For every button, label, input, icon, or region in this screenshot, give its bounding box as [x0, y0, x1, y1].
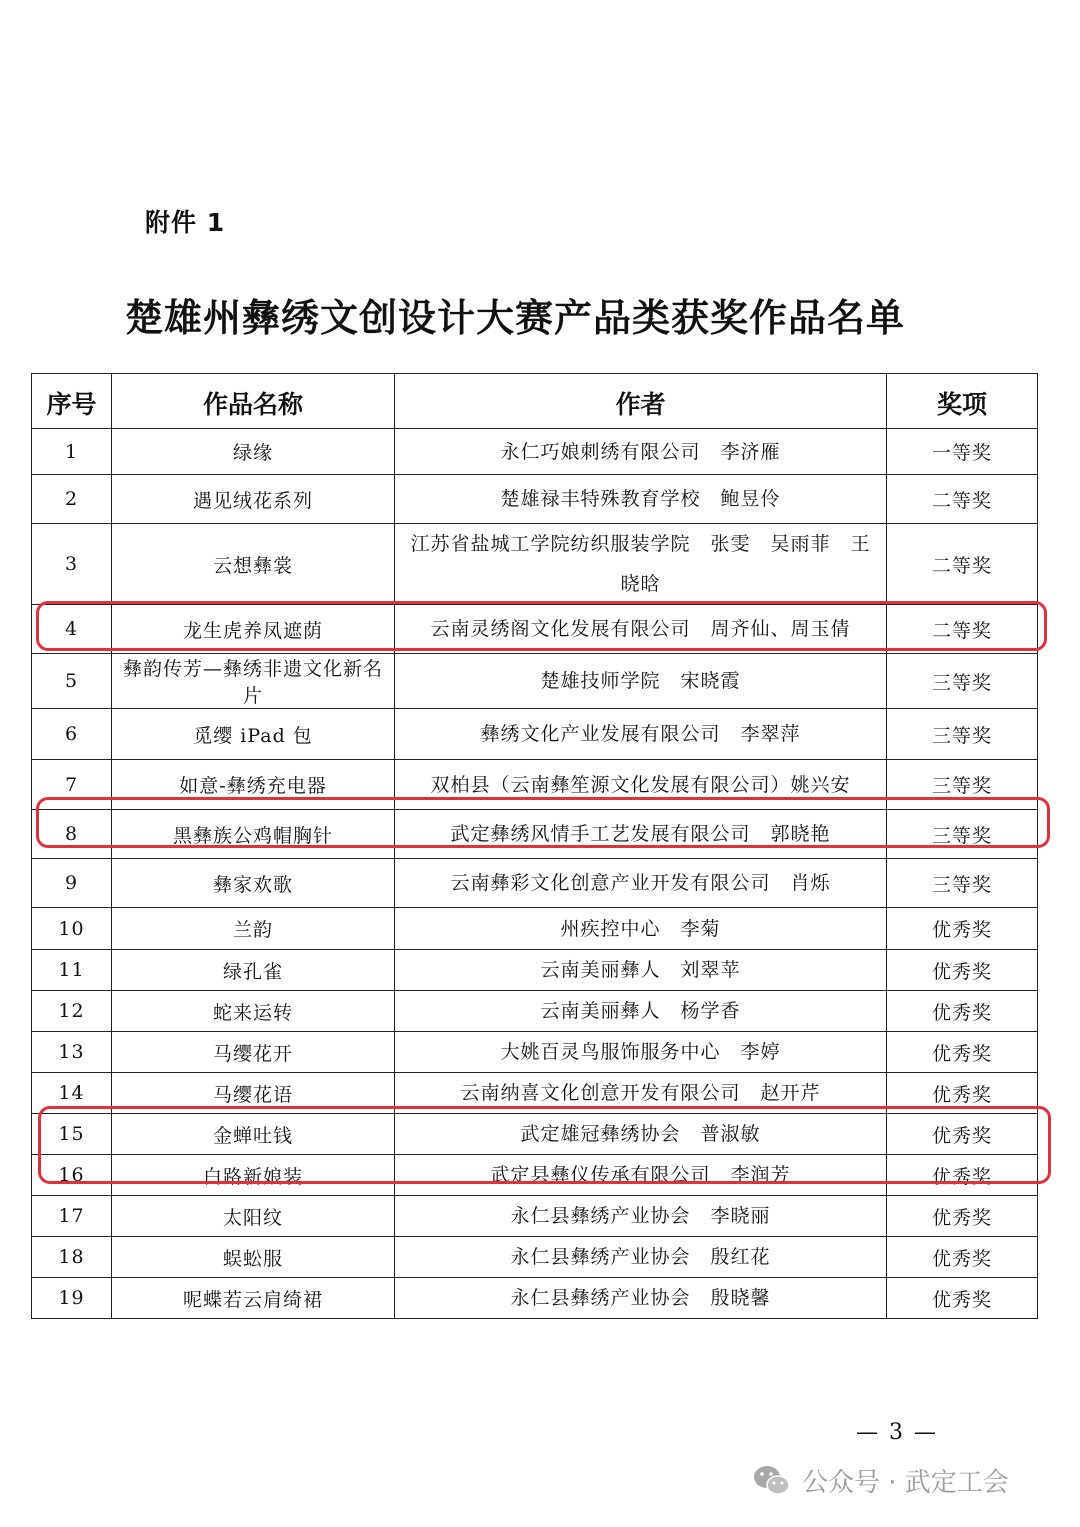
cell-number: 17	[32, 1196, 112, 1237]
cell-number: 19	[32, 1278, 112, 1319]
table-row	[32, 524, 1038, 605]
table-row	[32, 1278, 1038, 1319]
cell-work-name: 白路新娘装	[112, 1155, 395, 1196]
cell-author: 江苏省盐城工学院纺织服装学院 张雯 吴雨菲 王晓晗	[395, 524, 887, 605]
cell-award: 优秀奖	[887, 1196, 1038, 1237]
cell-author: 云南美丽彝人 刘翠苹	[395, 950, 887, 991]
document-title	[0, 287, 1080, 342]
table-header-row	[32, 374, 1038, 429]
cell-work-name: 蛇来运转	[112, 991, 395, 1032]
table-row	[32, 859, 1038, 908]
cell-author: 武定雄冠彝绣协会 普淑敏	[395, 1114, 887, 1155]
cell-number: 11	[32, 950, 112, 991]
table-row	[32, 1237, 1038, 1278]
table-row	[32, 908, 1038, 950]
table-row	[32, 760, 1038, 810]
cell-number: 4	[32, 605, 112, 654]
document-title-text: 楚雄州彝绣文创设计大赛产品类获奖作品名单	[124, 295, 905, 340]
cell-number: 13	[32, 1032, 112, 1073]
watermark-text: 公众号 · 武定工会	[802, 1468, 1009, 1498]
wechat-icon	[752, 1464, 792, 1498]
cell-award: 三等奖	[887, 654, 1038, 709]
cell-work-name: 黑彝族公鸡帽胸针	[112, 810, 395, 859]
column-header-author: 作者	[395, 374, 887, 429]
cell-work-name: 蜈蚣服	[112, 1237, 395, 1278]
cell-award: 三等奖	[887, 859, 1038, 908]
cell-number: 14	[32, 1073, 112, 1114]
cell-number: 9	[32, 859, 112, 908]
cell-award: 优秀奖	[887, 1278, 1038, 1319]
cell-work-name: 太阳纹	[112, 1196, 395, 1237]
table-row	[32, 1196, 1038, 1237]
cell-author: 彝绣文化产业发展有限公司 李翠萍	[395, 709, 887, 760]
awards-table	[31, 373, 1038, 1319]
cell-author: 云南灵绣阁文化发展有限公司 周齐仙、周玉倩	[395, 605, 887, 654]
cell-award: 优秀奖	[887, 991, 1038, 1032]
cell-number: 6	[32, 709, 112, 760]
cell-author: 永仁县彝绣产业协会 殷晓馨	[395, 1278, 887, 1319]
cell-award: 优秀奖	[887, 1237, 1038, 1278]
cell-number: 3	[32, 524, 112, 605]
table-row	[32, 429, 1038, 475]
cell-number: 18	[32, 1237, 112, 1278]
cell-author: 武定县彝仪传承有限公司 李润芳	[395, 1155, 887, 1196]
cell-work-name: 如意-彝绣充电器	[112, 760, 395, 810]
table-row	[32, 654, 1038, 709]
cell-award: 优秀奖	[887, 1155, 1038, 1196]
cell-author: 永仁巧娘刺绣有限公司 李济雁	[395, 429, 887, 475]
cell-award: 二等奖	[887, 605, 1038, 654]
cell-award: 二等奖	[887, 524, 1038, 605]
cell-number: 10	[32, 908, 112, 950]
cell-author: 云南美丽彝人 杨学香	[395, 991, 887, 1032]
table-row	[32, 475, 1038, 524]
cell-author: 楚雄技师学院 宋晓霞	[395, 654, 887, 709]
cell-author: 云南彝彩文化创意产业开发有限公司 肖烁	[395, 859, 887, 908]
cell-author: 云南纳喜文化创意开发有限公司 赵开芹	[395, 1073, 887, 1114]
cell-award: 优秀奖	[887, 950, 1038, 991]
watermark	[752, 1462, 1009, 1499]
cell-award: 一等奖	[887, 429, 1038, 475]
table-body	[32, 429, 1038, 1319]
cell-number: 8	[32, 810, 112, 859]
cell-author: 武定彝绣风情手工艺发展有限公司 郭晓艳	[395, 810, 887, 859]
cell-award: 优秀奖	[887, 1032, 1038, 1073]
cell-work-name: 觅缨 iPad 包	[112, 709, 395, 760]
table-row	[32, 1155, 1038, 1196]
cell-author: 楚雄禄丰特殊教育学校 鲍昱伶	[395, 475, 887, 524]
cell-award: 三等奖	[887, 810, 1038, 859]
cell-award: 优秀奖	[887, 1114, 1038, 1155]
cell-number: 15	[32, 1114, 112, 1155]
column-header-work-name: 作品名称	[112, 374, 395, 429]
cell-work-name: 云想彝裳	[112, 524, 395, 605]
table-row	[32, 991, 1038, 1032]
cell-work-name: 彝韵传芳—彝绣非遗文化新名片	[112, 654, 395, 709]
table-row	[32, 709, 1038, 760]
cell-author: 永仁县彝绣产业协会 李晓丽	[395, 1196, 887, 1237]
cell-number: 16	[32, 1155, 112, 1196]
cell-award: 优秀奖	[887, 1073, 1038, 1114]
cell-number: 2	[32, 475, 112, 524]
cell-award: 三等奖	[887, 709, 1038, 760]
cell-work-name: 绿缘	[112, 429, 395, 475]
cell-work-name: 遇见绒花系列	[112, 475, 395, 524]
table-row	[32, 1032, 1038, 1073]
cell-author: 双柏县（云南彝笙源文化发展有限公司）姚兴安	[395, 760, 887, 810]
cell-number: 1	[32, 429, 112, 475]
cell-author: 永仁县彝绣产业协会 殷红花	[395, 1237, 887, 1278]
cell-work-name: 兰韵	[112, 908, 395, 950]
page-number: — 3 —	[856, 1420, 938, 1445]
cell-award: 二等奖	[887, 475, 1038, 524]
cell-number: 7	[32, 760, 112, 810]
table-row	[32, 1073, 1038, 1114]
table-row	[32, 605, 1038, 654]
cell-work-name: 马缨花语	[112, 1073, 395, 1114]
table-row	[32, 810, 1038, 859]
cell-author: 大姚百灵鸟服饰服务中心 李婷	[395, 1032, 887, 1073]
cell-award: 优秀奖	[887, 908, 1038, 950]
cell-work-name: 彝家欢歌	[112, 859, 395, 908]
cell-work-name: 呢蝶若云肩绮裙	[112, 1278, 395, 1319]
attachment-label: 附件 1	[145, 208, 226, 237]
cell-work-name: 龙生虎养凤遮荫	[112, 605, 395, 654]
cell-work-name: 绿孔雀	[112, 950, 395, 991]
column-header-number: 序号	[32, 374, 112, 429]
column-header-award: 奖项	[887, 374, 1038, 429]
cell-work-name: 马缨花开	[112, 1032, 395, 1073]
table-row	[32, 1114, 1038, 1155]
cell-award: 三等奖	[887, 760, 1038, 810]
table-row	[32, 950, 1038, 991]
cell-number: 5	[32, 654, 112, 709]
cell-number: 12	[32, 991, 112, 1032]
cell-work-name: 金蝉吐钱	[112, 1114, 395, 1155]
cell-author: 州疾控中心 李菊	[395, 908, 887, 950]
